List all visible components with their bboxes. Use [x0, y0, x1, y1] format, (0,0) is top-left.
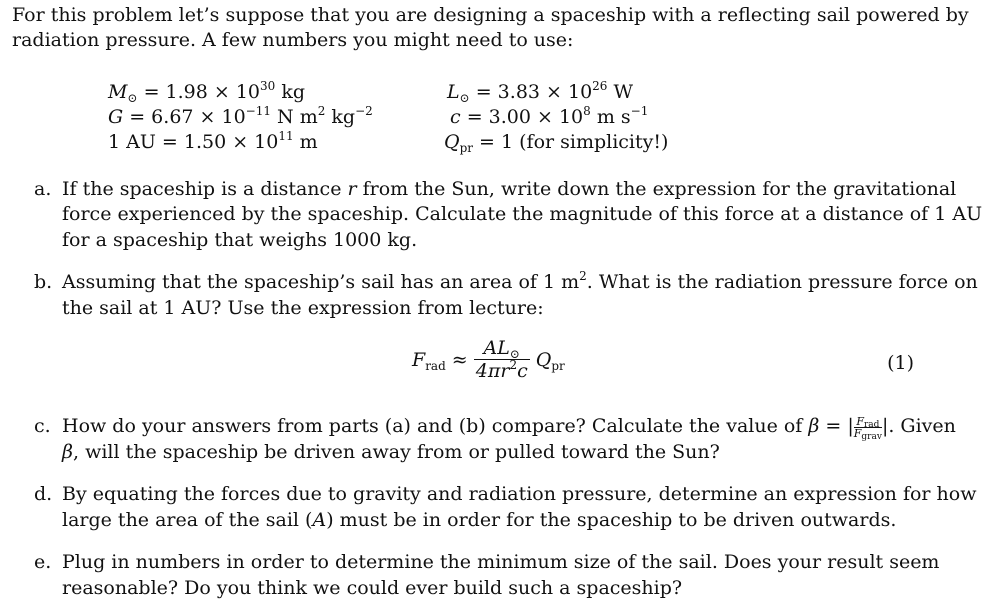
- part-c-label: c.: [34, 415, 51, 437]
- constant-gravitational: $G = 6.67 \times 10^{-11}$ N $m^2$ $kg^{-2}$: [108, 104, 373, 128]
- part-c-line-1: How do your answers from parts (a) and (b) compare? Calculate the value of β = | $\frac{F_{rad}}{F_{grav}}$ |. Given: [62, 414, 956, 442]
- equation-number: (1): [887, 352, 914, 374]
- part-e-line-1: Plug in numbers in order to determine the minimum size of the sail. Does your result seem: [62, 551, 940, 573]
- part-d-line-2: large the area of the sail (A) must be in order for the spaceship to be driven outwards.: [62, 509, 897, 531]
- part-d-label: d.: [34, 483, 53, 505]
- beta-fraction: $\frac{F_{rad}}{F_{grav}}$: [853, 414, 882, 442]
- part-a-line-2: force experienced by the spaceship. Calculate the magnitude of this force at a distance of 1 AU: [62, 203, 983, 225]
- part-a-line-3: for a spaceship that weighs 1000 kg.: [62, 229, 418, 251]
- part-e-label: e.: [34, 551, 52, 573]
- part-b-line-1: Assuming that the spaceship’s sail has an area of 1 $m^2$. What is the radiation pressure force on: [62, 269, 978, 293]
- constant-qpr: $Q_{pr} = 1$ (for simplicity!): [444, 131, 669, 155]
- part-a-label: a.: [34, 178, 52, 200]
- part-c-line-2: β, will the spaceship be driven away from or pulled toward the Sun?: [62, 441, 720, 463]
- part-d-line-1: By equating the forces due to gravity and radiation pressure, determine an expression for how: [62, 483, 977, 505]
- radiation-force-equation: $F_{rad}$ ≈ $\frac{AL_⊙}{4\pi r^2c}$ $Q_{pr}$: [412, 337, 565, 382]
- constant-speed-of-light: $c = 3.00 \times 10^8$ m $s^{-1}$: [450, 104, 649, 128]
- part-b-line-2: the sail at 1 AU? Use the expression from lecture:: [62, 297, 544, 319]
- part-a-line-1: If the spaceship is a distance r from the Sun, write down the expression for the gravitational: [62, 178, 957, 200]
- constant-solar-luminosity: $L_⊙ = 3.83 \times 10^{26}$ W: [447, 79, 634, 105]
- part-e-line-2: reasonable? Do you think we could ever build such a spaceship?: [62, 577, 683, 599]
- intro-line-2: radiation pressure. A few numbers you might need to use:: [12, 29, 574, 51]
- intro-line-1: For this problem let’s suppose that you are designing a spaceship with a reflecting sail powered by: [12, 4, 969, 26]
- constant-solar-mass: $M_⊙ = 1.98 \times 10^{30}$ kg: [108, 79, 306, 105]
- part-b-label: b.: [34, 271, 53, 293]
- equation-fraction: $\frac{AL_⊙}{4\pi r^2c}$: [475, 337, 528, 382]
- constant-au: 1 AU = $1.50 \times 10^{11}$ m: [108, 129, 318, 153]
